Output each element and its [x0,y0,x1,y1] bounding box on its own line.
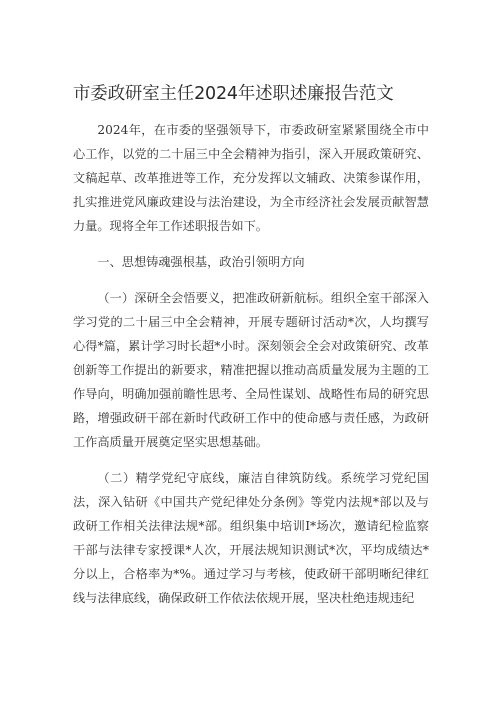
subsection-paragraph-2: （二）精学党纪守底线，廉洁自律筑防线。系统学习党纪国法，深入钻研《中国共产党纪律处分条例》等党内法规*部以及与政研工作相关法律法规*部。组织集中培训I*场次，邀请纪检监察干部与法律专家授课*人次，开展法规知识测试*次，平均成绩达*分以上，合格率为*%。通过学习与考核，使政研干部明晰纪律红线与法律底线，确保政研工作依法依规开展，坚决杜绝违规违纪 [73,471,429,605]
intro-paragraph: 2024年，在市委的坚强领导下，市委政研室紧紧围绕全市中心工作，以党的二十届三中全会精神为指引，深入开展政策研究、文稿起草、改革推进等工作，充分发挥以文辅政、决策参谋作用，扎实推进党风廉政建设与法治建设，为全市经济社会发展贡献智慧力量。现将全年工作述职报告如下。 [73,123,429,233]
document-title: 市委政研室主任2024年述职述廉报告范文 [73,84,394,104]
section-heading-1: 一、思想铸魂强根基，政治引领明方向 [97,255,305,269]
subsection-paragraph-1: （一）深研全会悟要义，把准政研新航标。组织全室干部深入学习党的二十届三中全会精神，开展专题研讨活动*次，人均撰写心得*篇，累计学习时长超*小时。深刻领会全会对政策研究、改革创新等工作提出的新要求，精准把握以推动高质量发展为主题的工作导向，明确加强前瞻性思考、全局性谋划、战略性布局的研究思路，增强政研干部在新时代政研工作中的使命感与责任感，为政研工作高质量开展奠定坚实思想基础。 [73,291,429,449]
document-body [73,118,429,610]
